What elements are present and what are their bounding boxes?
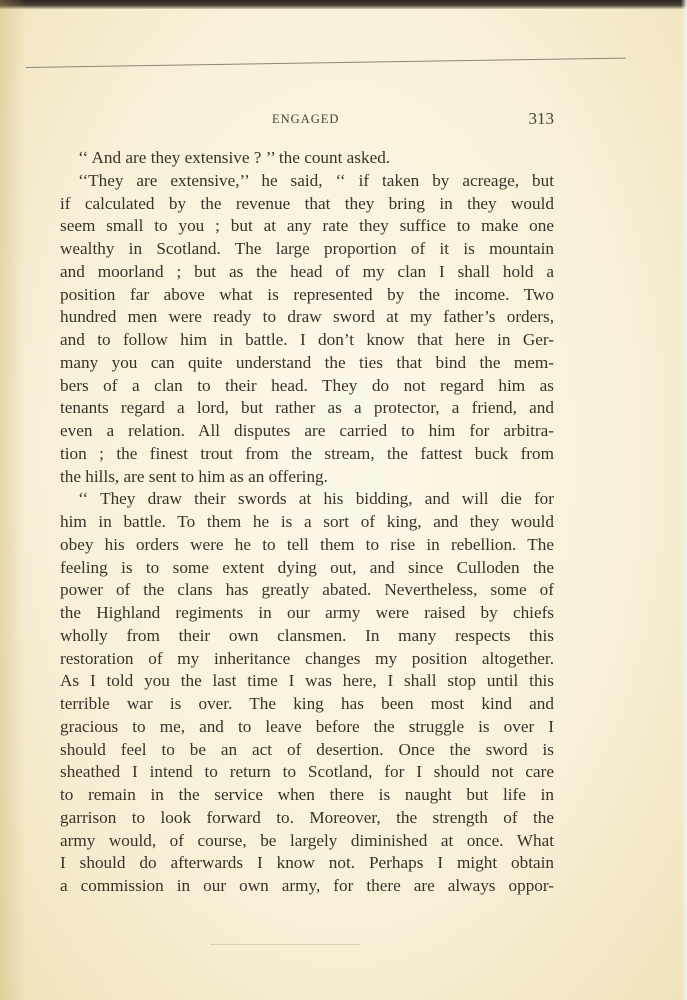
page-right-edge <box>681 0 687 1000</box>
text-line: tion ; the finest trout from the stream, the fattest buck from <box>60 443 554 463</box>
text-line: the Highland regiments in our army were raised by chiefs <box>60 603 554 622</box>
text-line: seem small to you ; but at any rate they suffice to make one <box>60 216 554 236</box>
text-line: should feel to be an act of desertion. Once the sword is <box>60 739 554 759</box>
text-line: position far above what is represented by the income. Two <box>60 284 554 304</box>
text-line: sheathed I intend to return to Scotland, for I should not care <box>60 762 554 782</box>
text-line: to remain in the service when there is naught but life in <box>60 785 554 804</box>
page-top-edge <box>0 0 687 9</box>
text-line: terrible war is over. The king has been most kind and <box>60 694 554 713</box>
text-line: ‘‘ They draw their swords at his bidding, and will die for <box>78 489 554 509</box>
text-line: I should do afterwards I know not. Perhaps I might obtain <box>60 853 554 873</box>
text-line: restoration of my inheritance changes my position altogether. <box>60 648 554 668</box>
text-line: the hills, are sent to him as an offering. <box>60 466 328 486</box>
text-line: obey his orders were he to tell them to rise in rebellion. The <box>60 534 554 554</box>
body-text <box>60 147 554 898</box>
page-number: 313 <box>528 109 554 128</box>
text-line: wholly from their own clansmen. In many respects this <box>60 625 554 645</box>
text-line: power of the clans has greatly abated. Nevertheless, some of <box>60 580 554 600</box>
text-line: feeling is to some extent dying out, and since Culloden the <box>60 557 554 577</box>
text-line: and moorland ; but as the head of my clan I shall hold a <box>60 261 554 281</box>
running-title: ENGAGED <box>272 112 340 126</box>
text-line: hundred men were ready to draw sword at my father’s orders, <box>60 307 554 327</box>
gutter-shadow <box>0 0 26 1000</box>
text-line: ‘‘They are extensive,’’ he said, ‘‘ if taken by acreage, but <box>78 170 554 190</box>
text-line: As I told you the last time I was here, I shall stop until this <box>60 671 554 691</box>
text-line: many you can quite understand the ties that bind the mem- <box>60 352 554 372</box>
text-line: garrison to look forward to. Moreover, the strength of the <box>60 807 554 827</box>
text-line: bers of a clan to their head. They do not regard him as <box>60 375 554 395</box>
text-line: a commission in our own army, for there are always oppor- <box>60 876 554 895</box>
text-line: if calculated by the revenue that they bring in they would <box>60 193 554 213</box>
text-line: and to follow him in battle. I don’t know that here in Ger- <box>60 330 554 349</box>
text-line: even a relation. All disputes are carried to him for arbitra- <box>60 421 554 440</box>
header-rule <box>26 58 626 68</box>
text-line: ‘‘ And are they extensive ? ’’ the count asked. <box>78 148 391 167</box>
text-line: army would, of course, be largely diminished at once. What <box>60 830 554 850</box>
text-line: him in battle. To them he is a sort of king, and they would <box>60 512 554 531</box>
bottom-faint-mark <box>210 944 360 945</box>
running-header <box>60 111 554 131</box>
text-line: tenants regard a lord, but rather as a protector, a friend, and <box>60 398 554 418</box>
text-line: wealthy in Scotland. The large proportion of it is mountain <box>60 239 554 258</box>
text-line: gracious to me, and to leave before the struggle is over I <box>60 716 554 736</box>
